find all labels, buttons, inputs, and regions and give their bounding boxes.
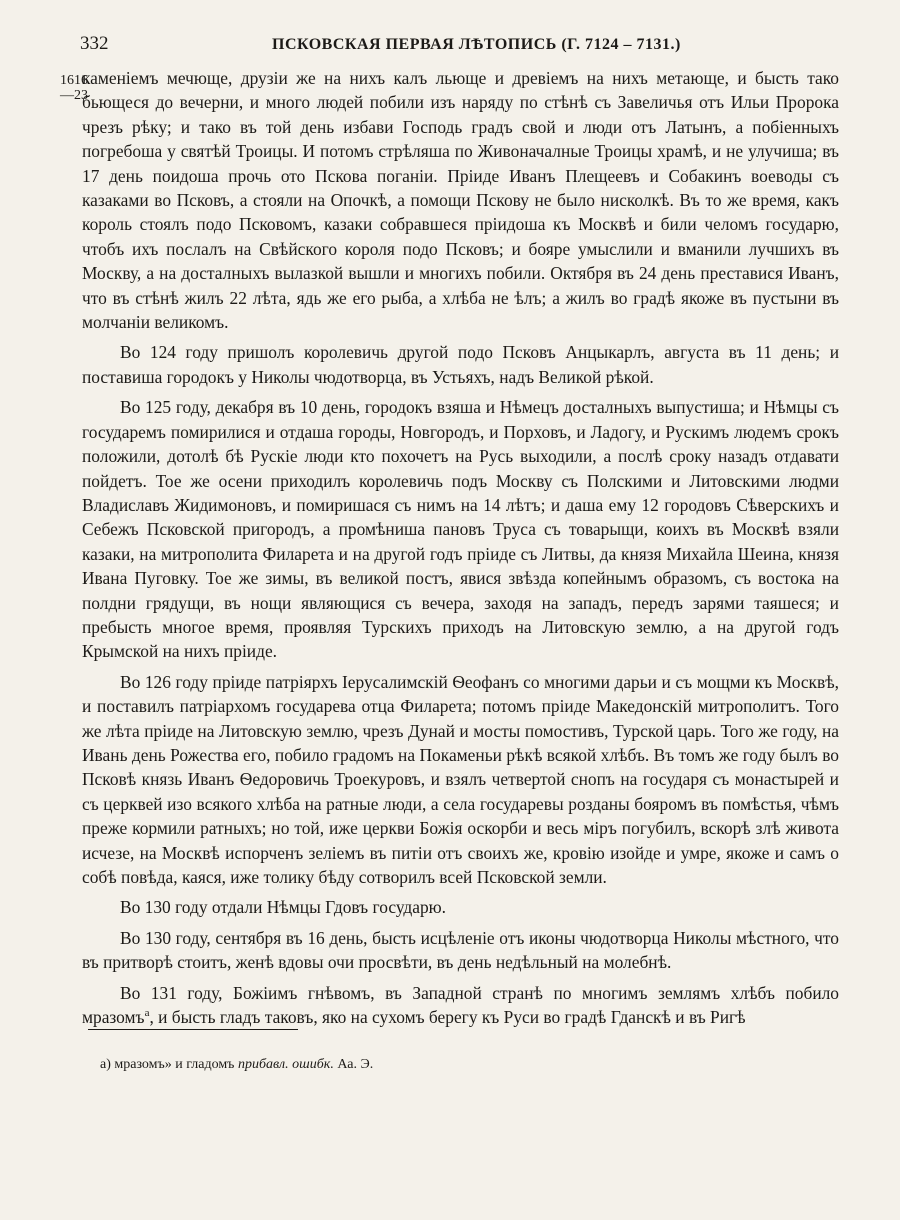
footnote-reference[interactable]: а [144,1007,150,1020]
footnote-divider [88,1029,298,1030]
paragraph: Во 126 году пріиде патріярхъ Іерусалимскій Ѳеофанъ со многими дарьи и съ мощми къ Москвѣ, и поставилъ патріархомъ государева отца Филарета; потомъ пріиде Македонскій митрополитъ. Того же лѣта пріиде на Литовскую землю, чрезъ Дунай и мосты помостивъ, Турской царь. Того же году, на Ивань день Рожества его, побило градомъ на Покаменьи рѣкѣ всякой хлѣбъ. Въ томъ же году былъ во Псковѣ князь Иванъ Ѳедоровичь Троекуровъ, и взялъ четвертой снопъ на государя съ монастырей и съ церквей изо всякого хлѣба на ратные люди, а села государевы розданы бояромъ въ помѣстья, чѣмъ преже кормили ратныхъ; но той, иже церкви Божія оскорби и весь міръ погубилъ, вскорѣ злѣ живота исчезе, на Москвѣ испорченъ зеліемъ въ питіи отъ своихъ же, кровію изойде и умре, якоже и самъ о собѣ повѣда, каяся, иже толику бѣду сотворилъ всей Псковской земли. [82,671,839,887]
paragraph-text: Во 131 году, Божіимъ гнѣвомъ, въ Западной странѣ по многимъ землямъ хлѣбъ побило мразомъ [82,982,839,1028]
paragraph: Во 130 году, сентября въ 16 день, бысть исцѣленіе отъ иконы чюдотворца Николы мѣстного, что въ притворѣ стоитъ, женѣ вдовы очи просвѣти, въ день недѣльный на молебнѣ. [82,927,839,973]
paragraph: Во 125 году, декабря въ 10 день, городокъ взяша и Нѣмецъ досталныхъ выпустиша; и Нѣмцы съ государемъ помирилися и отдаша городы, Новгородъ, и Порховъ, и Ладогу, и Рускимъ людемъ срокъ положили, дотолѣ бѣ Рускіе люди кто похочетъ на Русь выходили, а послѣ сроку назадъ отдавати пойдетъ. Тое же осени приходилъ королевичь подъ Москву съ Полскими и Литовскими людми Владиславъ Жидимоновъ, и помиришася съ нимъ на 14 лѣтъ; и даша ему 12 городовъ Сѣверскихъ и Себежъ Псковской пригородъ, а промѣниша пановъ Труса съ товарыщи, коихъ въ Москвѣ взяли казаки, на митрополита Филарета и на другой годъ пріиде съ Литвы, да князя Михайла Шеина, князя Ивана Пуговку. Тое же зимы, въ великой постъ, явися звѣзда копейнымъ образомъ, съ востока на полдни грядущи, въ нощи являющися съ вечера, заходя на западъ, передъ зарями таяшеся; и пребысть многое время, проявляя Турскихъ приходъ на Литовскую землю, а на другой годъ Крымской на нихъ пріиде. [82,397,839,662]
page-header [80,32,840,58]
footnote-text: мразомъ» и гладомъ [114,1057,235,1072]
chronicle-text [82,66,839,1035]
margin-year: 1616 [60,73,88,88]
footnote-source: Аа. Э. [337,1057,374,1072]
page-number: 332 [80,33,109,54]
footnote [100,1056,800,1074]
paragraph: каменіемъ мечюще, друзіи же на нихъ калъ льюще и древіемъ на нихъ метающе, и бысть тако бьющеся до вечерни, и много людей побили изъ наряду по стѣнѣ съ Завеличья отъ Ильи Пророка чрезъ рѣку; и тако въ той день избави Господь градъ свой и люди отъ Латынъ, а побіенныхъ погребоша у святѣй Троицы. И потомъ стрѣляша по Живоначалные Троицы храмѣ, и не улучиша; въ 17 день поидоша прочь ото Пскова поганіи. Пріиде Иванъ Плещеевъ и Собакинъ воеводы съ казаками во Псковъ, а стояли на Опочкѣ, а помощи Пскову не было нисколкѣ. Въ то же время, какъ король стоялъ подо Псковомъ, казаки собравшеся пріидоша къ Москвѣ и били челомъ государю, чтобъ ихъ послалъ на Свѣйского короля подо Псковъ; и бояре умыслили и вманили лучшихъ въ Москву, а на досталныхъ вылазкой вышли и многихъ побили. Октября въ 24 день преставися Иванъ, что въ стѣнѣ жилъ 22 лѣта, ядь же его рыба, а хлѣба не ѣлъ; а жилъ во градѣ якоже въ пустыни въ молчаніи великомъ. [82,68,839,333]
paragraph-text: , и бысть гладъ таковъ, яко на сухомъ берегу къ Руси во градѣ Гданскѣ и въ Ригѣ [149,1007,746,1028]
paragraph: Во 130 году отдали Нѣмцы Гдовъ государю. [120,897,447,918]
paragraph [82,981,839,1030]
paragraph: Во 124 году пришолъ королевичь другой подо Псковъ Анцыкарлъ, августа въ 11 день; и поставиша городокъ у Николы чюдотворца, въ Устьяхъ, надъ Великой рѣкой. [82,342,839,387]
footnote-label: а) [100,1057,111,1072]
running-title: ПСКОВСКАЯ ПЕРВАЯ ЛѢТОПИСЬ (Г. 7124 – 7131.) [272,36,681,53]
margin-year-range: —23 [60,88,88,103]
footnote-italic: прибавл. ошибк. [237,1057,334,1072]
